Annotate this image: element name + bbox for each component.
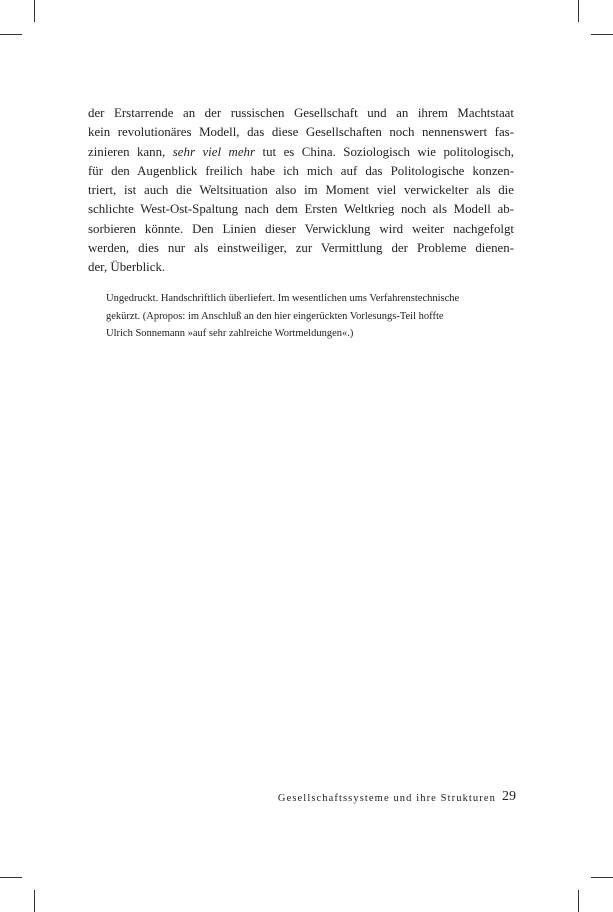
body-line: der, Überblick. [88, 260, 166, 275]
body-line: schlichte West-Ost-Spaltung nach dem Ersten Weltkrieg noch als Modell ab- [88, 202, 514, 217]
footnote-line: Ungedruckt. Handschriftlich überliefert. Im wesentlichen ums Verfahrenstechnische [106, 293, 460, 304]
emphasized-text: sehr viel mehr [172, 144, 256, 159]
crop-mark-bottom-left-vertical [34, 890, 35, 912]
body-line: für den Augenblick freilich habe ich mich auf das Politologische konzen- [88, 163, 514, 178]
footnote [106, 290, 514, 343]
body-line: zinieren kann, sehr viel mehr tut es China. Soziologisch wie politologisch, [88, 144, 514, 159]
crop-mark-top-left-vertical [34, 0, 35, 22]
crop-mark-top-left-horizontal [0, 34, 22, 35]
body-line: werden, dies nur als einstweiliger, zur Vermittlung der Probleme dienen- [88, 241, 514, 256]
crop-mark-bottom-left-horizontal [0, 877, 22, 878]
footnote-line: gekürzt. (Apropos: im Anschluß an den hier eingerückten Vorlesungs-Teil hoffte [106, 310, 444, 322]
body-line: kein revolutionäres Modell, das diese Gesellschaften noch nennenswert fas- [88, 125, 514, 140]
footnote-line: Ulrich Sonnemann »auf sehr zahlreiche Wortmeldungen«.) [106, 328, 354, 340]
body-paragraph [88, 104, 514, 278]
body-line: sorbieren könnte. Den Linien dieser Verwicklung wird weiter nachgefolgt [88, 221, 514, 236]
running-footer-title: Gesellschaftssysteme und ihre Strukturen [277, 793, 496, 804]
crop-mark-bottom-right-horizontal [591, 877, 613, 878]
page-number: 29 [502, 789, 516, 804]
crop-mark-top-right-vertical [578, 0, 579, 22]
body-line: der Erstarrende an der russischen Gesellschaft und an ihrem Machtstaat [88, 106, 514, 120]
crop-mark-bottom-right-vertical [578, 890, 579, 912]
body-line: triert, ist auch die Weltsituation also im Moment viel verwickelter als die [88, 183, 514, 198]
crop-mark-top-right-horizontal [591, 34, 613, 35]
